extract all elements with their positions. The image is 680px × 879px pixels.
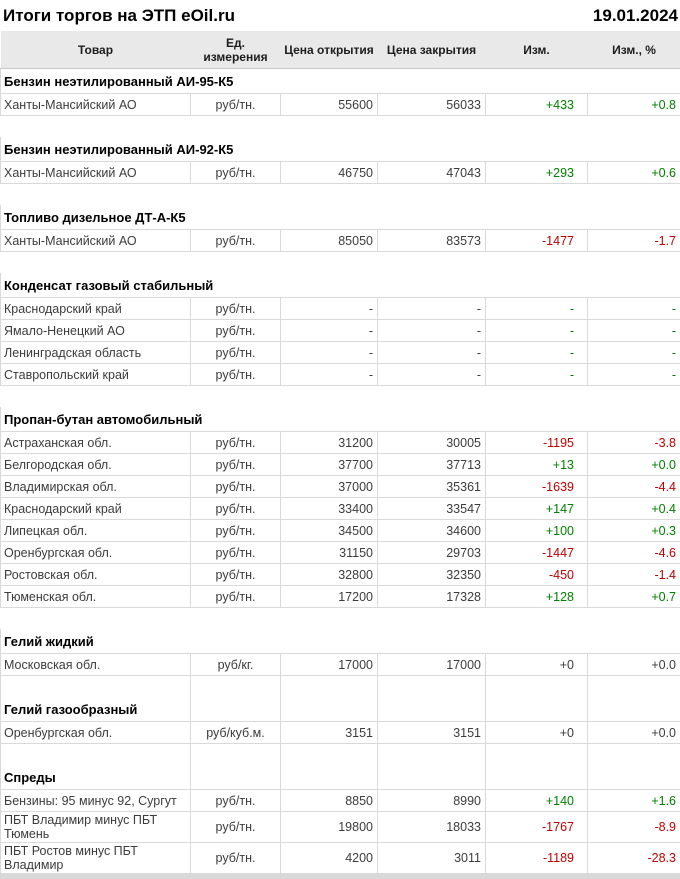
change-cell: +140 (486, 790, 588, 812)
section-spacer (1, 252, 680, 274)
close-price-cell: - (378, 342, 486, 364)
section-spacer (1, 116, 680, 138)
spacer-cell (486, 676, 588, 698)
unit-cell: руб/тн. (191, 498, 281, 520)
change-pct-cell: -1.7 (588, 230, 680, 252)
product-cell: Белгородская обл. (1, 454, 191, 476)
change-pct-cell: -3.8 (588, 432, 680, 454)
open-price-cell: 37000 (281, 476, 378, 498)
open-price-cell: 34500 (281, 520, 378, 542)
spacer-cell (1, 184, 191, 206)
table-row (1, 364, 680, 386)
spacer-cell (588, 184, 680, 206)
product-cell: Ставропольский край (1, 364, 191, 386)
section-title: Гелий газообразный (1, 697, 191, 722)
empty-cell (486, 697, 588, 722)
section-spacer (1, 386, 680, 408)
product-cell: Астраханская обл. (1, 432, 191, 454)
spacer-cell (281, 184, 378, 206)
table-row (1, 498, 680, 520)
section-header-row (1, 273, 680, 298)
section-header-row (1, 629, 680, 654)
close-price-cell: 32350 (378, 564, 486, 586)
unit-cell: руб/тн. (191, 843, 281, 874)
table-row (1, 586, 680, 608)
table-row (1, 654, 680, 676)
change-cell: -1639 (486, 476, 588, 498)
empty-cell (588, 765, 680, 790)
section-title: Гелий жидкий (1, 629, 680, 654)
product-cell: Бензины: 95 минус 92, Сургут (1, 790, 191, 812)
section-header-row (1, 137, 680, 162)
change-pct-cell: -4.4 (588, 476, 680, 498)
spacer-cell (281, 676, 378, 698)
change-pct-cell: +0.0 (588, 654, 680, 676)
product-cell: Тюменская обл. (1, 586, 191, 608)
spacer-cell (191, 744, 281, 766)
spacer-cell (191, 676, 281, 698)
change-pct-cell: - (588, 364, 680, 386)
close-price-cell: 29703 (378, 542, 486, 564)
open-price-cell: 8850 (281, 790, 378, 812)
spacer-cell (588, 252, 680, 274)
open-price-cell: 19800 (281, 812, 378, 843)
section-header-row (1, 69, 680, 94)
spacer-cell (281, 744, 378, 766)
change-pct-cell: +0.8 (588, 94, 680, 116)
unit-cell: руб/тн. (191, 320, 281, 342)
table-row (1, 542, 680, 564)
change-cell: -1195 (486, 432, 588, 454)
open-price-cell: 32800 (281, 564, 378, 586)
change-cell: -1477 (486, 230, 588, 252)
trading-results-table (0, 31, 680, 874)
section-title: Бензин неэтилированный АИ-92-К5 (1, 137, 680, 162)
close-price-cell: 35361 (378, 476, 486, 498)
table-header-row (1, 31, 680, 69)
section-header-row (1, 205, 680, 230)
footer-strip (0, 874, 680, 879)
spacer-cell (191, 116, 281, 138)
change-pct-cell: +0.7 (588, 586, 680, 608)
product-cell: Московская обл. (1, 654, 191, 676)
change-pct-cell: - (588, 320, 680, 342)
change-cell: +100 (486, 520, 588, 542)
column-header-open-price: Цена открытия (281, 31, 378, 69)
close-price-cell: 3151 (378, 722, 486, 744)
empty-cell (281, 697, 378, 722)
change-cell: -450 (486, 564, 588, 586)
product-cell: ПБТ Владимир минус ПБТ Тюмень (1, 812, 191, 843)
empty-cell (486, 765, 588, 790)
section-header-row (1, 765, 680, 790)
report-date: 19.01.2024 (593, 6, 678, 26)
change-cell: - (486, 342, 588, 364)
section-title: Топливо дизельное ДТ-А-К5 (1, 205, 680, 230)
section-title: Конденсат газовый стабильный (1, 273, 680, 298)
unit-cell: руб/тн. (191, 94, 281, 116)
table-row (1, 722, 680, 744)
table-row (1, 162, 680, 184)
spacer-cell (588, 744, 680, 766)
table-row (1, 298, 680, 320)
spacer-cell (486, 608, 588, 630)
spacer-cell (1, 116, 191, 138)
open-price-cell: 37700 (281, 454, 378, 476)
open-price-cell: 17000 (281, 654, 378, 676)
change-cell: - (486, 320, 588, 342)
change-pct-cell: +0.0 (588, 722, 680, 744)
table-row (1, 790, 680, 812)
table-row (1, 432, 680, 454)
change-pct-cell: - (588, 342, 680, 364)
table-row (1, 454, 680, 476)
title-bar (0, 0, 680, 31)
close-price-cell: 56033 (378, 94, 486, 116)
close-price-cell: - (378, 364, 486, 386)
close-price-cell: 47043 (378, 162, 486, 184)
table-row (1, 230, 680, 252)
spacer-cell (191, 608, 281, 630)
unit-cell: руб/тн. (191, 520, 281, 542)
unit-cell: руб/тн. (191, 454, 281, 476)
open-price-cell: - (281, 298, 378, 320)
close-price-cell: - (378, 320, 486, 342)
change-pct-cell: -28.3 (588, 843, 680, 874)
open-price-cell: 85050 (281, 230, 378, 252)
unit-cell: руб/тн. (191, 342, 281, 364)
empty-cell (281, 765, 378, 790)
change-pct-cell: +1.6 (588, 790, 680, 812)
table-row (1, 94, 680, 116)
open-price-cell: 33400 (281, 498, 378, 520)
close-price-cell: 8990 (378, 790, 486, 812)
open-price-cell: 46750 (281, 162, 378, 184)
column-header-change: Изм. (486, 31, 588, 69)
spacer-cell (486, 744, 588, 766)
unit-cell: руб/тн. (191, 564, 281, 586)
change-cell: - (486, 298, 588, 320)
section-spacer (1, 676, 680, 698)
change-cell: +13 (486, 454, 588, 476)
spacer-cell (281, 116, 378, 138)
close-price-cell: 3011 (378, 843, 486, 874)
close-price-cell: - (378, 298, 486, 320)
change-cell: +0 (486, 722, 588, 744)
spacer-cell (1, 608, 191, 630)
unit-cell: руб/тн. (191, 298, 281, 320)
close-price-cell: 17328 (378, 586, 486, 608)
unit-cell: руб/тн. (191, 586, 281, 608)
product-cell: Владимирская обл. (1, 476, 191, 498)
empty-cell (191, 697, 281, 722)
change-cell: +293 (486, 162, 588, 184)
spacer-cell (378, 116, 486, 138)
change-pct-cell: +0.6 (588, 162, 680, 184)
empty-cell (191, 765, 281, 790)
spacer-cell (378, 386, 486, 408)
unit-cell: руб/тн. (191, 476, 281, 498)
spacer-cell (486, 252, 588, 274)
spacer-cell (378, 676, 486, 698)
open-price-cell: 31200 (281, 432, 378, 454)
spacer-cell (588, 386, 680, 408)
section-title: Спреды (1, 765, 191, 790)
open-price-cell: - (281, 364, 378, 386)
change-cell: +433 (486, 94, 588, 116)
unit-cell: руб/тн. (191, 790, 281, 812)
close-price-cell: 17000 (378, 654, 486, 676)
change-pct-cell: -8.9 (588, 812, 680, 843)
table-row (1, 520, 680, 542)
unit-cell: руб/тн. (191, 230, 281, 252)
page-title: Итоги торгов на ЭТП eOil.ru (3, 6, 235, 26)
open-price-cell: 55600 (281, 94, 378, 116)
table-body (1, 69, 680, 874)
spacer-cell (1, 252, 191, 274)
table-row (1, 564, 680, 586)
change-cell: +0 (486, 654, 588, 676)
spacer-cell (281, 252, 378, 274)
spacer-cell (486, 116, 588, 138)
change-cell: +128 (486, 586, 588, 608)
product-cell: Краснодарский край (1, 498, 191, 520)
product-cell: Ростовская обл. (1, 564, 191, 586)
product-cell: Ленинградская область (1, 342, 191, 364)
product-cell: Оренбургская обл. (1, 722, 191, 744)
change-cell: +147 (486, 498, 588, 520)
change-cell: - (486, 364, 588, 386)
unit-cell: руб/тн. (191, 542, 281, 564)
open-price-cell: 3151 (281, 722, 378, 744)
spacer-cell (378, 184, 486, 206)
unit-cell: руб/кг. (191, 654, 281, 676)
change-cell: -1447 (486, 542, 588, 564)
open-price-cell: 31150 (281, 542, 378, 564)
column-header-change-pct: Изм., % (588, 31, 680, 69)
close-price-cell: 33547 (378, 498, 486, 520)
change-cell: -1767 (486, 812, 588, 843)
section-header-row (1, 697, 680, 722)
spacer-cell (1, 676, 191, 698)
empty-cell (588, 697, 680, 722)
table-row (1, 812, 680, 843)
change-cell: -1189 (486, 843, 588, 874)
table-row (1, 476, 680, 498)
spacer-cell (588, 608, 680, 630)
change-pct-cell: +0.0 (588, 454, 680, 476)
spacer-cell (1, 744, 191, 766)
spacer-cell (378, 744, 486, 766)
spacer-cell (1, 386, 191, 408)
product-cell: Краснодарский край (1, 298, 191, 320)
table-row (1, 320, 680, 342)
column-header-close-price: Цена закрытия (378, 31, 486, 69)
spacer-cell (191, 184, 281, 206)
spacer-cell (486, 386, 588, 408)
unit-cell: руб/куб.м. (191, 722, 281, 744)
column-header-product: Товар (1, 31, 191, 69)
open-price-cell: 4200 (281, 843, 378, 874)
section-title: Пропан-бутан автомобильный (1, 407, 680, 432)
spacer-cell (281, 386, 378, 408)
change-pct-cell: - (588, 298, 680, 320)
unit-cell: руб/тн. (191, 432, 281, 454)
table-header (1, 31, 680, 69)
product-cell: ПБТ Ростов минус ПБТ Владимир (1, 843, 191, 874)
empty-cell (378, 765, 486, 790)
product-cell: Оренбургская обл. (1, 542, 191, 564)
section-header-row (1, 407, 680, 432)
product-cell: Ханты-Мансийский АО (1, 230, 191, 252)
section-spacer (1, 744, 680, 766)
empty-cell (378, 697, 486, 722)
change-pct-cell: +0.3 (588, 520, 680, 542)
column-header-unit: Ед. измерения (191, 31, 281, 69)
spacer-cell (588, 116, 680, 138)
section-spacer (1, 184, 680, 206)
table-row (1, 843, 680, 874)
unit-cell: руб/тн. (191, 812, 281, 843)
change-pct-cell: -4.6 (588, 542, 680, 564)
section-title: Бензин неэтилированный АИ-95-К5 (1, 69, 680, 94)
close-price-cell: 30005 (378, 432, 486, 454)
product-cell: Ханты-Мансийский АО (1, 162, 191, 184)
spacer-cell (378, 608, 486, 630)
spacer-cell (191, 252, 281, 274)
unit-cell: руб/тн. (191, 162, 281, 184)
open-price-cell: 17200 (281, 586, 378, 608)
spacer-cell (191, 386, 281, 408)
unit-cell: руб/тн. (191, 364, 281, 386)
table-row (1, 342, 680, 364)
open-price-cell: - (281, 342, 378, 364)
close-price-cell: 37713 (378, 454, 486, 476)
change-pct-cell: -1.4 (588, 564, 680, 586)
close-price-cell: 83573 (378, 230, 486, 252)
spacer-cell (486, 184, 588, 206)
spacer-cell (588, 676, 680, 698)
product-cell: Ямало-Ненецкий АО (1, 320, 191, 342)
close-price-cell: 18033 (378, 812, 486, 843)
change-pct-cell: +0.4 (588, 498, 680, 520)
section-spacer (1, 608, 680, 630)
spacer-cell (281, 608, 378, 630)
open-price-cell: - (281, 320, 378, 342)
spacer-cell (378, 252, 486, 274)
product-cell: Ханты-Мансийский АО (1, 94, 191, 116)
close-price-cell: 34600 (378, 520, 486, 542)
product-cell: Липецкая обл. (1, 520, 191, 542)
